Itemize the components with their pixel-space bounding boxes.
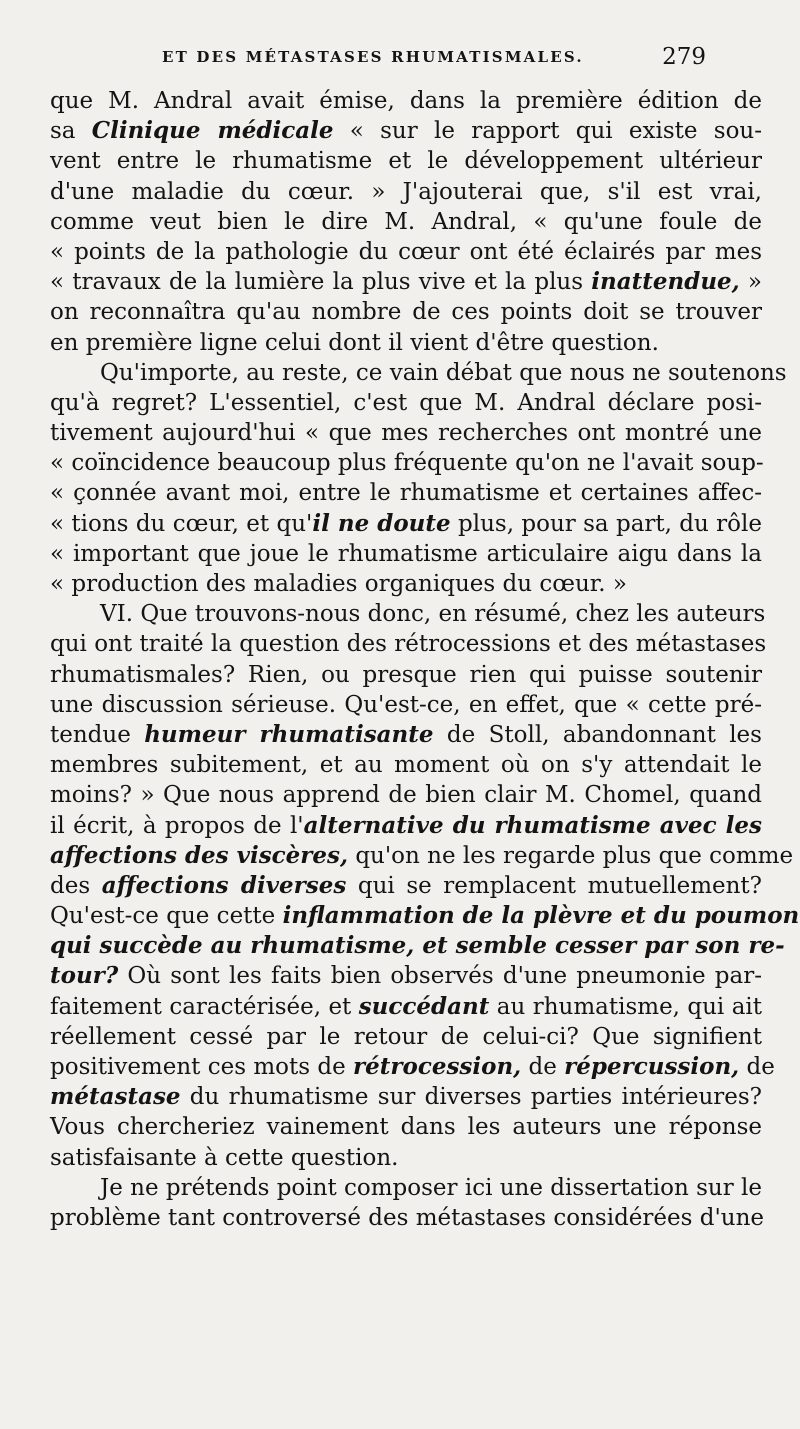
text-segment: une discussion sérieuse. Qu'est-ce, en effet, que « cette pré- (50, 691, 762, 718)
text-segment: réellement cessé par le retour de celui-ci? Que signifient (50, 1023, 762, 1050)
text-segment: « coïncidence beaucoup plus fréquente qu'on ne l'avait soup- (50, 450, 764, 477)
text-line (50, 358, 787, 388)
text-line (50, 901, 800, 931)
text-line (50, 207, 762, 237)
text-line (50, 237, 762, 267)
running-title: ET DES MÉTASTASES RHUMATISMALES. (162, 48, 584, 66)
text-line (50, 478, 762, 508)
text-line (50, 388, 762, 418)
italic-text: métastase (50, 1083, 181, 1111)
text-segment: VI. Que trouvons-nous donc, en résumé, chez les auteurs (100, 601, 766, 628)
italic-text: tour? (50, 962, 119, 990)
text-segment: « tions du cœur, et qu' (50, 510, 313, 537)
text-segment: comme veut bien le dire M. Andral, « qu'une foule de (50, 208, 762, 235)
text-segment: « çonnée avant moi, entre le rhumatisme et certaines affec- (50, 480, 762, 507)
text-segment: qui ont traité la question des rétrocessions et des métastases (50, 631, 767, 658)
text-line (50, 660, 762, 690)
text-segment: rhumatismales? Rien, ou presque rien qui puisse soutenir (50, 661, 762, 688)
page-header (60, 44, 710, 74)
text-segment: de Stoll, abandonnant les (433, 721, 762, 748)
text-segment: Qu'est-ce que cette (50, 903, 283, 930)
text-segment: plus, pour sa part, du rôle (450, 510, 762, 537)
text-line (50, 750, 762, 780)
text-line (50, 1052, 775, 1082)
text-segment: des (50, 872, 102, 899)
text-segment: on reconnaîtra qu'au nombre de ces points doit se trouver (50, 299, 762, 326)
text-line (50, 811, 762, 841)
text-line (50, 599, 766, 629)
italic-text: rétrocession, (353, 1053, 522, 1080)
text-line (50, 448, 762, 478)
text-segment: sa (50, 118, 92, 145)
text-segment: « production des maladies organiques du cœur. » (50, 571, 627, 597)
text-segment: du rhumatisme sur diverses parties intérieures? (180, 1084, 762, 1111)
text-segment: problème tant controversé des métastases considérées d'une (50, 1204, 765, 1231)
text-segment: positivement ces mots de (50, 1054, 353, 1080)
text-line (50, 418, 762, 448)
text-line (50, 146, 762, 176)
text-line (50, 871, 762, 901)
text-line (50, 116, 762, 146)
italic-text: humeur rhumatisante (144, 720, 434, 748)
text-segment: membres subitement, et au moment où on s'y attendait le (50, 752, 762, 779)
text-line (50, 1173, 762, 1203)
text-segment: Où sont les faits bien observés d'une pneumonie par- (118, 963, 762, 990)
text-segment: qu'à regret? L'essentiel, c'est que M. Andral déclare posi- (50, 389, 762, 416)
text-line (50, 86, 762, 116)
italic-text: succédant (358, 992, 490, 1020)
text-segment: il écrit, à propos de l' (50, 812, 304, 839)
text-line (50, 1022, 762, 1052)
italic-text: il ne doute (312, 509, 451, 537)
italic-text: Clinique médicale (91, 117, 334, 145)
italic-text: inattendue, (591, 268, 740, 296)
text-segment: « important que joue le rhumatisme articulaire aigu dans la (50, 540, 762, 567)
text-segment: « travaux de la lumière la plus vive et la plus (50, 269, 592, 296)
text-segment: Vous chercheriez vainement dans les auteurs une réponse (50, 1114, 762, 1141)
text-segment: » (739, 269, 762, 296)
text-line (50, 177, 762, 207)
italic-text: alternative du rhumatisme avec les (303, 811, 762, 839)
text-segment: en première ligne celui dont il vient d'être question. (50, 329, 659, 356)
text-line (50, 690, 762, 720)
text-segment: de (739, 1054, 775, 1080)
text-segment: de (521, 1054, 565, 1080)
page-number: 279 (662, 44, 706, 70)
text-segment: moins? » Que nous apprend de bien clair M. Chomel, quand (50, 782, 762, 809)
text-segment: « points de la pathologie du cœur ont été éclairés par mes (50, 238, 762, 265)
text-line (50, 931, 785, 961)
italic-text: répercussion, (564, 1053, 740, 1080)
text-line (50, 1203, 765, 1233)
body-text (50, 86, 800, 1233)
text-line (50, 1143, 762, 1173)
text-segment: satisfaisante à cette question. (50, 1144, 399, 1171)
text-line (50, 569, 762, 599)
text-line (50, 509, 762, 539)
text-line (50, 961, 762, 991)
italic-text: qui succède au rhumatisme, et semble cesser par son re- (50, 932, 785, 960)
text-line (50, 1112, 762, 1142)
text-segment: que M. Andral avait émise, dans la première édition de (50, 88, 762, 114)
text-segment: Je ne prétends point composer ici une dissertation sur le (100, 1174, 762, 1201)
text-line (50, 992, 762, 1022)
text-line (50, 629, 767, 659)
text-segment: qui se remplacent mutuellement? (346, 872, 762, 899)
text-line (50, 328, 762, 358)
italic-text: affections diverses (101, 871, 347, 899)
text-line (50, 841, 794, 871)
text-segment: Qu'importe, au reste, ce vain débat que nous ne soutenons (100, 359, 787, 386)
italic-text: inflammation de la plèvre et du poumon (282, 902, 800, 930)
text-segment: tendue (50, 721, 145, 748)
text-line (50, 539, 762, 569)
text-segment: tivement aujourd'hui « que mes recherches ont montré une (50, 420, 762, 447)
italic-text: affections des viscères, (50, 841, 349, 869)
text-segment: au rhumatisme, qui ait (489, 993, 762, 1020)
text-segment: d'une maladie du cœur. » J'ajouterai que, s'il est vrai, (50, 178, 762, 205)
text-segment: faitement caractérisée, et (50, 993, 359, 1020)
text-segment: vent entre le rhumatisme et le développement ultérieur (50, 148, 762, 175)
text-line (50, 1082, 762, 1112)
text-line (50, 780, 762, 810)
text-line (50, 720, 762, 750)
text-line (50, 297, 762, 327)
text-segment: qu'on ne les regarde plus que comme (348, 842, 794, 869)
text-segment: « sur le rapport qui existe sou- (333, 118, 762, 145)
text-line (50, 267, 762, 297)
